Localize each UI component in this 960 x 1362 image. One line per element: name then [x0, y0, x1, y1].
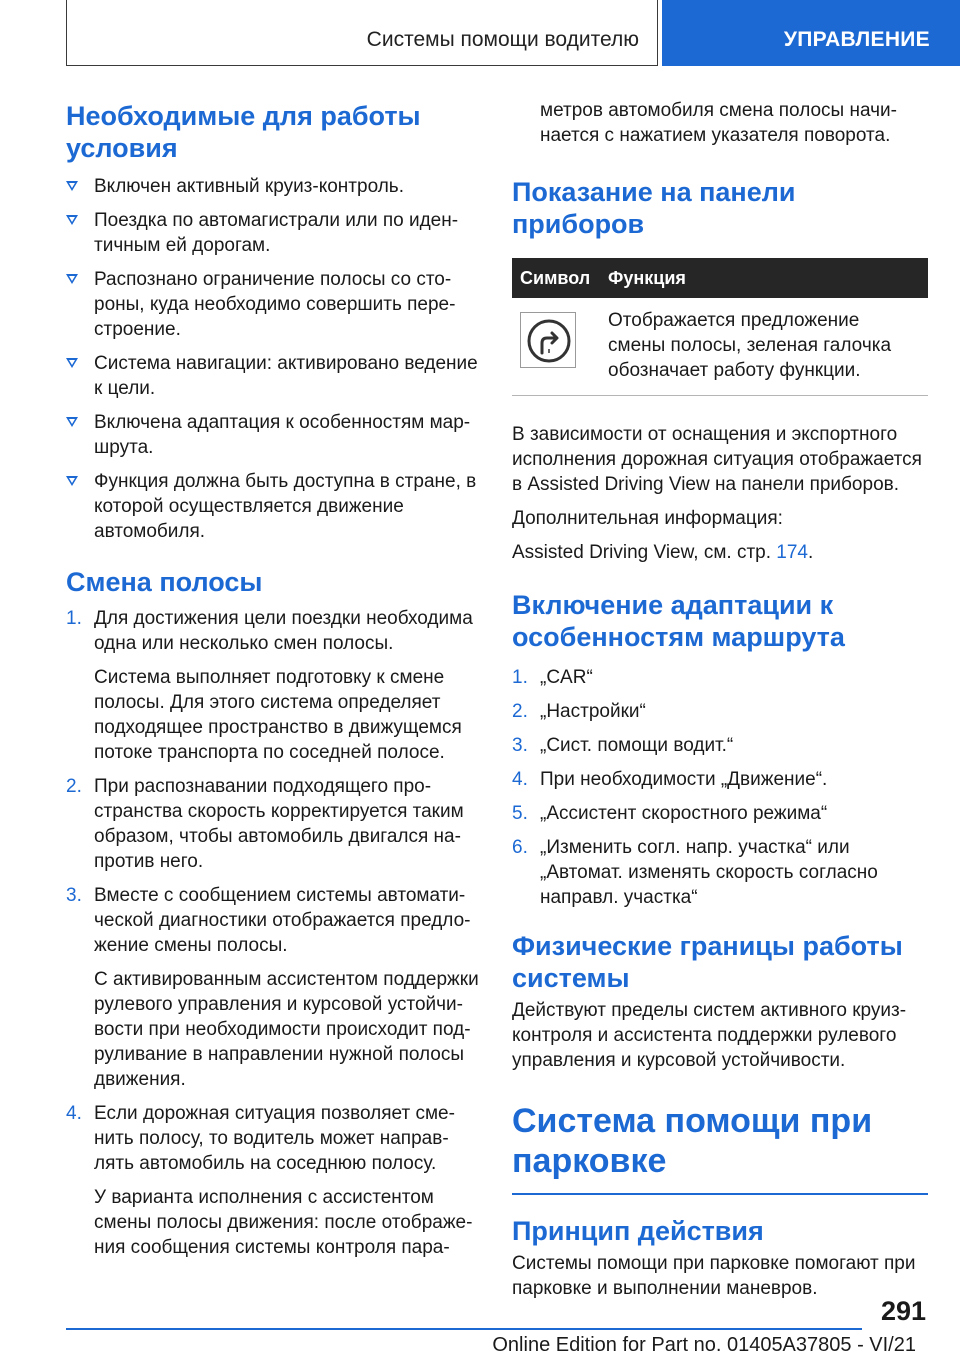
step-number: 5. — [512, 803, 528, 824]
principle-heading: Принцип действия — [512, 1216, 764, 1246]
section-divider — [512, 1193, 928, 1195]
page-link[interactable]: 174 — [776, 542, 808, 563]
panel-heading: Показание на панели приборов — [512, 177, 796, 239]
route-step-item — [512, 767, 928, 792]
triangle-bullet-icon — [66, 476, 78, 486]
step-number: 4. — [512, 769, 528, 790]
chapter-title: УПРАВЛЕНИЕ — [783, 28, 930, 51]
page-number: 291 — [880, 1296, 926, 1326]
paragraph-view: В зависимости от оснащения и экспортного исполнения дорожная ситуация отображается в Assisted Driving View на панели приборов. — [512, 424, 922, 495]
triangle-bullet-icon — [66, 181, 78, 191]
parking-heading: Система помощи при парковке — [512, 1102, 873, 1180]
lane-change-heading: Смена полосы — [66, 567, 263, 597]
right-column — [512, 98, 928, 1301]
step-text: „Ассистент скоростного режима“ — [540, 803, 828, 824]
condition-item: Распознано ограничение полосы со сто-роны, куда необходимо совершить пере-строение. — [66, 267, 480, 342]
condition-item: Поездка по автомагистрали или по иден-тичным ей дорогам. — [66, 208, 480, 258]
step-item — [66, 774, 480, 874]
step-text: У варианта исполнения с ассистентом смены полосы движения: после отображе-ния сообщения системы контроля пара- — [94, 1187, 473, 1258]
page-header — [0, 0, 960, 66]
step-number: 4. — [66, 1103, 82, 1124]
function-description: Отображается предложение смены полосы, зеленая галочка обозначает работу функции. — [600, 298, 928, 396]
step-number: 1. — [512, 667, 528, 688]
conditions-heading: Необходимые для работы условия — [66, 101, 421, 163]
step-text: Система выполняет подготовку к смене полосы. Для этого система определяет подходящее пространство в движущемся потоке транспорта по соседней полосе. — [94, 667, 462, 763]
footer-divider — [66, 1328, 862, 1330]
limits-text: Действуют пределы систем активного круиз-контроля и ассистента поддержки рулевого управления и курсовой устойчивости. — [512, 1000, 907, 1071]
step-text: Вместе с сообщением системы автомати-ческой диагностики отображается предло-жение смены полосы. — [94, 885, 471, 956]
step-text: С активированным ассистентом поддержки рулевого управления и курсовой устойчи-вости при необходимости происходит под-руливание в направлении нужной полосы движения. — [94, 969, 479, 1090]
step-number: 6. — [512, 837, 528, 858]
step-text: При необходимости „Движение“. — [540, 769, 828, 790]
condition-item: Включена адаптация к особенностям мар-шрута. — [66, 410, 480, 460]
symbol-column-header: Символ — [512, 258, 600, 298]
section-title: Системы помощи водителю — [366, 28, 639, 51]
step-number: 1. — [66, 608, 82, 629]
function-column-header: Функция — [600, 258, 928, 298]
lane-change-steps — [66, 606, 480, 1260]
symbol-table — [512, 258, 928, 396]
chapter-tab — [662, 0, 960, 66]
paragraph-more-info: Дополнительная информация: — [512, 508, 783, 529]
route-step-item — [512, 699, 928, 724]
route-step-item — [512, 835, 928, 910]
conditions-list — [66, 174, 480, 544]
step-text: Для достижения цели поездки необходима одна или несколько смен полосы. — [94, 608, 473, 654]
step-number: 2. — [512, 701, 528, 722]
route-step-item — [512, 733, 928, 758]
step-item — [66, 1101, 480, 1260]
step-item — [66, 606, 480, 765]
triangle-bullet-icon — [66, 417, 78, 427]
principle-text: Системы помощи при парковке помогают при парковке и выполнении маневров. — [512, 1253, 916, 1299]
lane-change-suggestion-icon — [520, 312, 576, 368]
limits-heading: Физические границы работы системы — [512, 931, 903, 993]
condition-item: Включен активный круиз-контроль. — [66, 174, 480, 199]
paragraph-reference: Assisted Driving View, см. стр. 174. — [512, 542, 814, 563]
section-tab — [66, 0, 658, 66]
triangle-bullet-icon — [66, 358, 78, 368]
route-adaptation-heading: Включение адаптации к особенностям маршрута — [512, 590, 845, 652]
step-text: Если дорожная ситуация позволяет сме-нить полосу, то водитель может направ-лять автомобиль на соседнюю полосу. — [94, 1103, 455, 1174]
step-text: При распознавании подходящего про-странства скорость корректируется таким образом, чтобы автомобиль двигался на-против него. — [94, 776, 464, 872]
triangle-bullet-icon — [66, 274, 78, 284]
step-item — [66, 883, 480, 1092]
step-text: „Сист. помощи водит.“ — [540, 735, 734, 756]
route-step-item — [512, 665, 928, 690]
step-number: 3. — [66, 885, 82, 906]
step-number: 2. — [66, 776, 82, 797]
table-row — [512, 298, 928, 396]
condition-item: Система навигации: активировано ведение к цели. — [66, 351, 480, 401]
edition-note: Online Edition for Part no. 01405A37805 - VI/21 — [492, 1334, 916, 1356]
route-step-item — [512, 801, 928, 826]
step-number: 3. — [512, 735, 528, 756]
left-column — [66, 100, 480, 1269]
step-text: „CAR“ — [540, 667, 593, 688]
condition-item: Функция должна быть доступна в стране, в которой осуществляется движение автомобиля. — [66, 469, 480, 544]
step-text: „Изменить согл. напр. участка“ или „Автомат. изменять скорость согласно направл. участка“ — [540, 837, 878, 908]
triangle-bullet-icon — [66, 215, 78, 225]
route-adaptation-steps — [512, 665, 928, 910]
step-text: „Настройки“ — [540, 701, 646, 722]
continued-text: метров автомобиля смена полосы начи-нается с нажатием указателя поворота. — [540, 100, 897, 146]
